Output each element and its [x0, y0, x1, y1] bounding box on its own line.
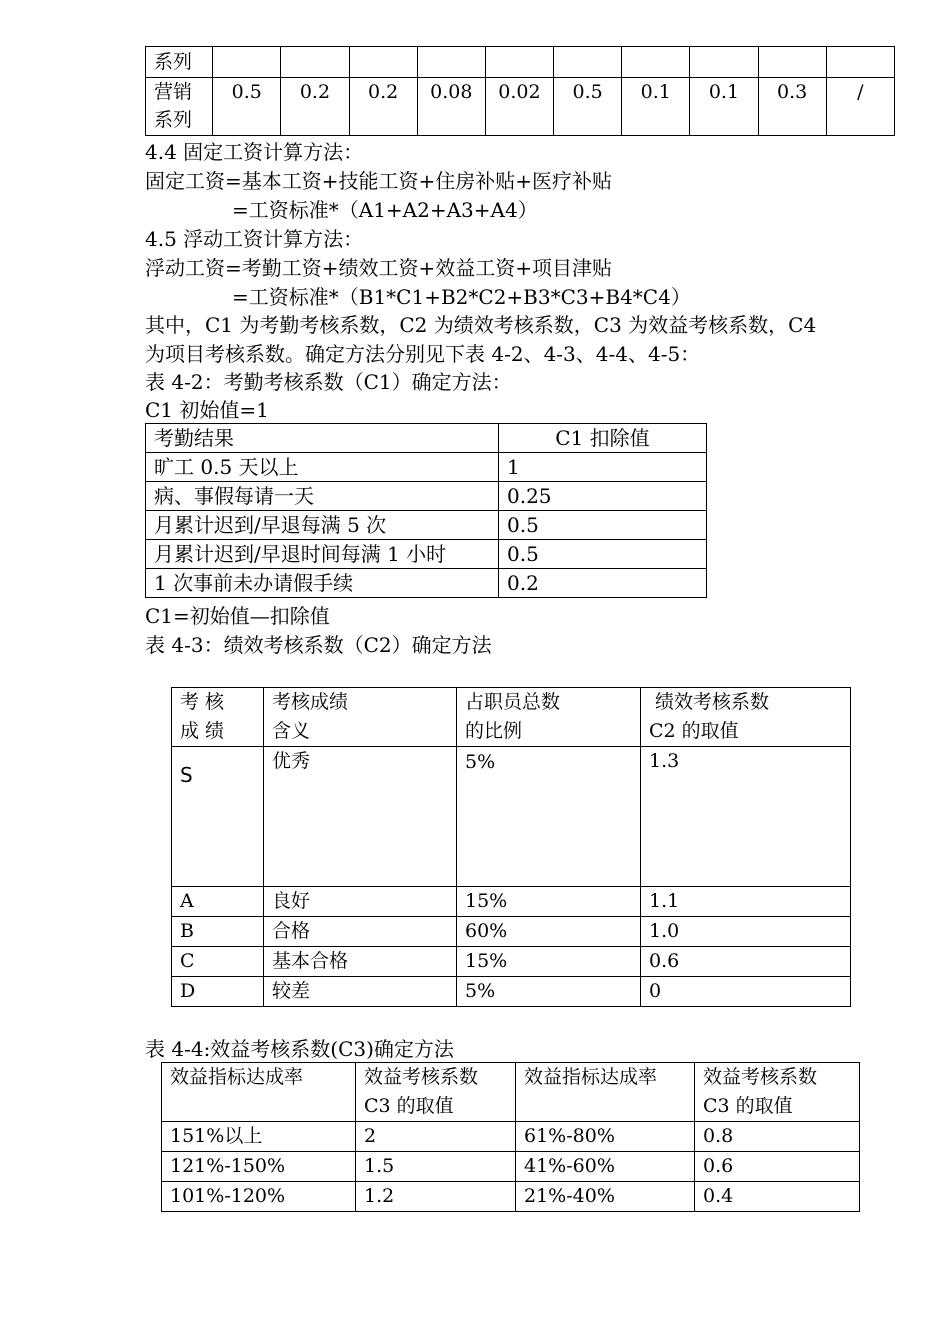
table-4-2-caption: 表 4-2：考勤考核系数（C1）确定方法：	[145, 370, 512, 394]
header-line: 绩效考核系数	[649, 691, 770, 713]
cell: 2	[356, 1122, 516, 1152]
cell: 良好	[264, 887, 457, 917]
table-header-row	[146, 424, 707, 453]
table-row	[146, 540, 707, 569]
cell: 较差	[264, 977, 457, 1007]
cell: 0.5	[499, 511, 707, 540]
cell: 0.2	[349, 78, 417, 136]
cell	[213, 47, 281, 78]
float-wage-formula: 浮动工资=考勤工资+绩效工资+效益工资+项目津贴	[145, 256, 613, 280]
table-4-3-caption: 表 4-3：绩效考核系数（C2）确定方法	[145, 633, 492, 657]
header-line: 占职员总数	[465, 691, 561, 713]
cell: 0.6	[641, 947, 851, 977]
grade-s: S	[180, 763, 193, 787]
cell: 病、事假每请一天	[146, 482, 499, 511]
table-row	[146, 511, 707, 540]
header-line: 成 绩	[180, 720, 225, 742]
cell: 1 次事前未办请假手续	[146, 569, 499, 598]
table-row	[146, 47, 895, 78]
header-line: C3 的取值	[364, 1095, 454, 1117]
table-row	[162, 1182, 860, 1212]
header-line: 考 核	[180, 691, 225, 713]
header-line: C2 的取值	[649, 720, 739, 742]
cell	[172, 747, 264, 887]
section-4-4-heading: 4.4 固定工资计算方法：	[145, 140, 364, 164]
cell	[281, 47, 349, 78]
table-4-4-caption: 表 4-4:效益考核系数(C3)确定方法	[145, 1037, 454, 1061]
cell: 0.1	[622, 78, 690, 136]
fixed-wage-formula: 固定工资=基本工资+技能工资+住房补贴+医疗补贴	[145, 169, 613, 193]
cell: 15%	[457, 947, 641, 977]
column-header: 效益指标达成率	[162, 1063, 356, 1122]
row-label-line: 系列	[154, 109, 193, 131]
table-row	[162, 1152, 860, 1182]
cell: 0.2	[499, 569, 707, 598]
cell: 0.5	[499, 540, 707, 569]
float-wage-formula-expanded: =工资标准*（B1*C1+B2*C2+B3*C3+B4*C4）	[232, 285, 691, 309]
table-row	[146, 78, 895, 136]
cell: 1	[499, 453, 707, 482]
cell: 61%-80%	[516, 1122, 695, 1152]
cell: 1.2	[356, 1182, 516, 1212]
cell	[485, 47, 553, 78]
column-header: 考勤结果	[146, 424, 499, 453]
c1-initial-value: C1 初始值=1	[145, 398, 269, 422]
cell: C	[172, 947, 264, 977]
column-header	[457, 688, 641, 747]
row-label-line: 营销	[154, 81, 193, 103]
table-4-2	[145, 423, 707, 598]
column-header	[172, 688, 264, 747]
row-label	[146, 78, 213, 136]
c1-formula: C1=初始值—扣除值	[145, 604, 330, 628]
cell: 月累计迟到/早退每满 5 次	[146, 511, 499, 540]
cell: 月累计迟到/早退时间每满 1 小时	[146, 540, 499, 569]
table-header-row	[172, 688, 851, 747]
cell	[690, 47, 758, 78]
coefficient-note-cont: 为项目考核系数。确定方法分别见下表 4-2、4-3、4-4、4-5：	[145, 342, 701, 366]
cell: 5%	[457, 977, 641, 1007]
coefficient-note: 其中，C1 为考勤考核系数，C2 为绩效考核系数，C3 为效益考核系数，C4	[145, 313, 817, 337]
cell: 0.5	[554, 78, 622, 136]
cell: 0.6	[695, 1152, 860, 1182]
cell: 21%-40%	[516, 1182, 695, 1212]
column-header	[695, 1063, 860, 1122]
cell: 0.4	[695, 1182, 860, 1212]
cell: 0.8	[695, 1122, 860, 1152]
cell: B	[172, 917, 264, 947]
cell: 0.1	[690, 78, 758, 136]
table-row	[172, 947, 851, 977]
fixed-wage-formula-expanded: =工资标准*（A1+A2+A3+A4）	[232, 198, 538, 222]
cell: D	[172, 977, 264, 1007]
cell: 合格	[264, 917, 457, 947]
header-line: C3 的取值	[703, 1095, 793, 1117]
header-line: 效益考核系数	[703, 1066, 818, 1088]
cell: 基本合格	[264, 947, 457, 977]
cell: 旷工 0.5 天以上	[146, 453, 499, 482]
cell	[554, 47, 622, 78]
cell: 151%以上	[162, 1122, 356, 1152]
cell: 1.1	[641, 887, 851, 917]
column-header: 效益指标达成率	[516, 1063, 695, 1122]
table-row	[162, 1122, 860, 1152]
cell: 0.5	[213, 78, 281, 136]
cell: 60%	[457, 917, 641, 947]
cell: A	[172, 887, 264, 917]
header-line: 的比例	[465, 720, 523, 742]
cell: 5%	[457, 747, 641, 887]
cell	[826, 47, 894, 78]
cell: 0.3	[758, 78, 826, 136]
table-row	[172, 977, 851, 1007]
table-row	[146, 453, 707, 482]
cell: 0	[641, 977, 851, 1007]
table-4-4	[161, 1062, 860, 1212]
column-header	[356, 1063, 516, 1122]
cell: 0.08	[417, 78, 485, 136]
cell: 0.02	[485, 78, 553, 136]
header-line: 效益考核系数	[364, 1066, 479, 1088]
cell	[349, 47, 417, 78]
table-row	[146, 482, 707, 511]
cell: 0.2	[281, 78, 349, 136]
table-header-row	[162, 1063, 860, 1122]
table-row	[146, 569, 707, 598]
table-4-3	[171, 687, 851, 1007]
cell	[417, 47, 485, 78]
cell	[622, 47, 690, 78]
cell: 121%-150%	[162, 1152, 356, 1182]
cell: 1.5	[356, 1152, 516, 1182]
cell: 15%	[457, 887, 641, 917]
table-row	[172, 917, 851, 947]
table-row	[172, 887, 851, 917]
header-line: 含义	[272, 720, 311, 742]
table-4-1-tail	[145, 46, 895, 136]
cell: 1.3	[641, 747, 851, 887]
cell: 优秀	[264, 747, 457, 887]
column-header: C1 扣除值	[499, 424, 707, 453]
table-row	[172, 747, 851, 887]
column-header	[264, 688, 457, 747]
cell: 1.0	[641, 917, 851, 947]
header-line: 考核成绩	[272, 691, 349, 713]
cell: 41%-60%	[516, 1152, 695, 1182]
cell	[758, 47, 826, 78]
cell: 0.25	[499, 482, 707, 511]
section-4-5-heading: 4.5 浮动工资计算方法：	[145, 227, 364, 251]
cell: 101%-120%	[162, 1182, 356, 1212]
row-label: 系列	[146, 47, 213, 78]
column-header	[641, 688, 851, 747]
cell: /	[826, 78, 894, 136]
